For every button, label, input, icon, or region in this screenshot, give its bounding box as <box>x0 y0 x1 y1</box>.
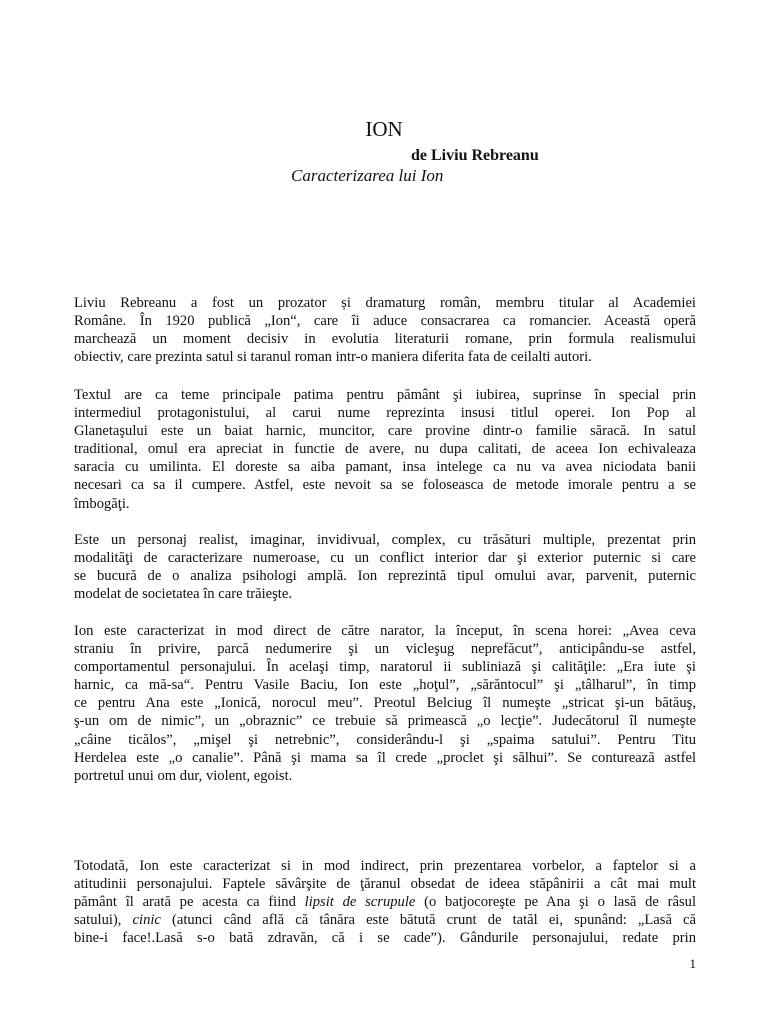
paragraph-line: intermediul protagonistului, al carui nume reprezinta insusi titlul operei. Ion Pop al <box>74 405 696 422</box>
paragraph-line: portretul unui om dur, violent, egoist. <box>74 767 293 784</box>
paragraph-direct-characterization <box>74 622 696 785</box>
paragraph-line: Totodată, Ion este caracterizat si in mod indirect, prin prezentarea vorbelor, a faptelor si a <box>74 858 696 874</box>
paragraph-line: comportamentul personajului. În acelaşi timp, naratorul ii subliniază şi calităţile: „Era iute şi <box>74 659 696 676</box>
paragraph-line: modelat de societatea în care trăieşte. <box>74 586 292 603</box>
paragraph-line: marchează un moment decisiv in evolutia literaturii romane, prin formula realismului <box>74 331 696 348</box>
paragraph-line: Herdelea este „o canalie”. Până şi mama sa îl crede „proclet şi sălhui”. Se conturează astfel <box>74 749 696 766</box>
paragraph-themes <box>74 386 696 513</box>
paragraph-line: saracia cu umilinta. El doreste sa aiba pamant, insa intelege ca nu va avea niciodata banii <box>74 459 696 476</box>
paragraph-line: Textul are ca teme principale patima pentru pământ şi iubirea, suprinse în special prin <box>74 387 696 403</box>
paragraph-line: traditional, omul era apreciat in functie de avere, nu dupa calitati, de aceea Ion echivaleaza <box>74 441 696 458</box>
page-number: 1 <box>689 956 696 971</box>
paragraph-line: modalităţi de caracterizare numeroase, cu un conflict interior dar şi exterior puternic si care <box>74 550 696 567</box>
paragraph-line: ş-un om de nimic”, un „obraznic” ce trebuie să primească „o lecţie”. Judecătorul îl numeşte <box>74 713 696 730</box>
paragraph-line: Este un personaj realist, imaginar, invidivual, complex, cu trăsături multiple, prezentat prin <box>74 532 696 548</box>
paragraph-line: obiectiv, care prezinta satul si taranul roman intr-o maniera diferita fata de ceilalti autori. <box>74 349 592 366</box>
paragraph-line: Ion este caracterizat in mod direct de către narator, la început, în scena horei: „Avea ceva <box>74 623 696 639</box>
paragraph-line: Glanetaşului este un baiat harnic, muncitor, care provine dintr-o familie săracă. In satul <box>74 423 696 440</box>
paragraph-line: ce pentru Ana este „Ionică, norocul meu”. Preotul Belciug îl numeşte „stricat şi-un bătăuş, <box>74 695 696 712</box>
paragraph-line: straniu în privire, parcă nedumerire şi un vicleşug neprefăcut”, anticipându-se astfel, <box>74 641 696 658</box>
paragraph-intro <box>74 294 696 366</box>
paragraph-line: „câine ticălos”, „mişel şi netrebnic”, considerându-l şi „spaima satului”. Pentru Titu <box>74 731 696 748</box>
document-title-text: ION <box>365 117 403 141</box>
paragraph-line: se bucură de o analiza psihologi amplă. Ion reprezintă tipul omului avar, parvenit, puternic <box>74 568 696 585</box>
paragraph-character-type <box>74 531 696 603</box>
paragraph-line: Liviu Rebreanu a fost un prozator și dramaturg român, membru titular al Academiei <box>74 295 696 311</box>
paragraph-line: satului), cinic (atunci când află că tânăra este bătută crunt de tatăl ei, spunând: „Lasă că <box>74 912 696 929</box>
document-subtitle: Caracterizarea lui Ion <box>291 166 444 185</box>
document-author: de Liviu Rebreanu <box>411 147 539 164</box>
document-title <box>0 117 768 141</box>
paragraph-line: Române. În 1920 publică „Ion“, care îi aduce consacrarea ca romancier. Această operă <box>74 313 696 330</box>
paragraph-line: atitudinii personajului. Faptele săvârşite de ţăranul obsedat de ideea stăpânirii a cât mai mult <box>74 876 696 893</box>
paragraph-indirect-characterization <box>74 857 696 947</box>
paragraph-line: necesari ca sa il cumpere. Astfel, este nevoit sa se foloseasca de metode imorale pentru a se <box>74 477 696 494</box>
paragraph-line: bine-i face!.Lasă s-o bată zdravăn, că i se cade”). Gândurile personajului, redate prin <box>74 930 696 947</box>
paragraph-line: harnic, ca mă-sa“. Pentru Vasile Baciu, Ion este „hoţul”, „sărăntocul” şi „tâlharul”, în timp <box>74 677 696 694</box>
paragraph-line: pământ îl arată pe acesta ca fiind lipsit de scrupule (o batjocoreşte pe Ana şi o lasă de râsul <box>74 894 696 911</box>
paragraph-line: îmbogăţi. <box>74 495 130 512</box>
